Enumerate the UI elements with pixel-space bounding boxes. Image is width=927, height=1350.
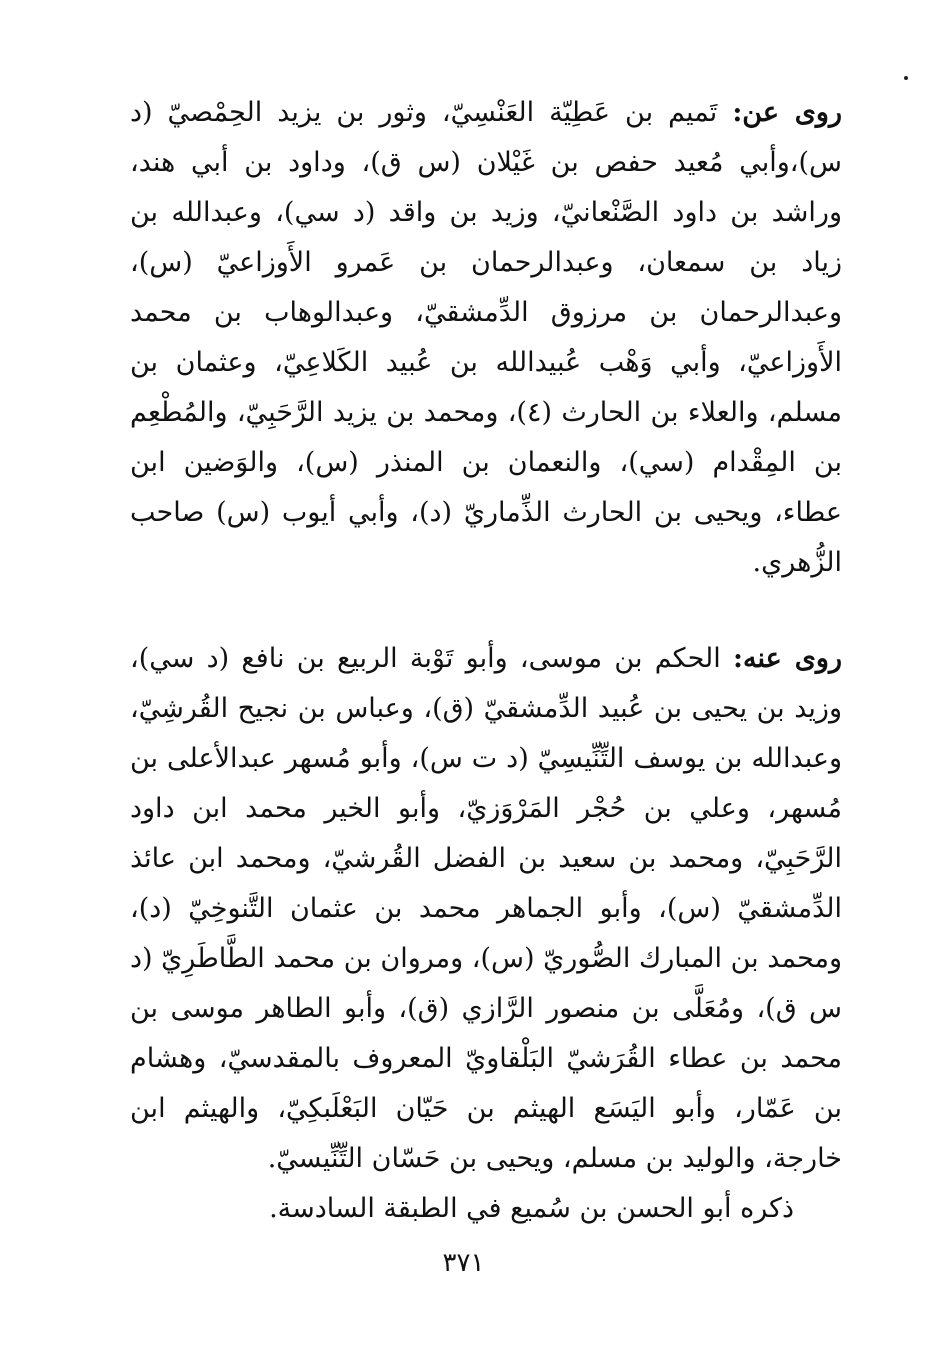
page-number: ٣٧١: [442, 1248, 485, 1278]
narrated-by-text: الحكم بن موسى، وأبو تَوْبة الربيع بن نافع (د سي)، وزيد بن يحيى بن عُبيد الدِّمشقيّ (ق)، وعباس بن نجيح القُرشِيّ، وعبدالله بن يوسف التِّنِّيسِيّ (د ت س)، وأبو مُسهر عبدالأعلى بن مُسهر، وعلي بن حُجْر المَرْوَزيّ، وأبو الخير محمد ابن داود الرَّحَبِيّ، ومحمد بن سعيد بن الفضل القُرشيّ، ومحمد ابن عائذ الدِّمشقيّ (س)، وأبو الجماهر محمد بن عثمان التَّنوخِيّ (د)، ومحمد بن المبارك الصُّوريّ (س)، ومروان بن محمد الطَّاطَرِيّ (د س ق)، ومُعَلَّى بن منصور الرَّازي (ق)، وأبو الطاهر موسى بن محمد بن عطاء القُرَشيّ البَلْقاويّ المعروف بالمقدسيّ، وهشام بن عَمّار، وأبو اليَسَع الهيثم بن حَيّان البَعْلَبكِيّ، والهيثم ابن خارجة، والوليد بن مسلم، ويحيى بن حَسّان التِّنِّيسيّ.: [130, 643, 842, 1174]
narrated-from-text: تَميم بن عَطِيّة العَنْسِيّ، وثور بن يزيد الحِمْصيّ (د س)،وأبي مُعيد حفص بن غَيْلان (س ق)، وداود بن أبي هند، وراشد بن داود الصَّنْعانيّ، وزيد بن واقد (د سي)، وعبدالله بن زياد بن سمعان، وعبدالرحمان بن عَمرو الأَوزاعيّ (س)، وعبدالرحمان بن مرزوق الدِّمشقيّ، وعبدالوهاب بن محمد الأَوزاعيّ، وأبي وَهْب عُبيدالله بن عُبيد الكَلاعِيّ، وعثمان بن مسلم، والعلاء بن الحارث (٤)، ومحمد بن يزيد الرَّحَبِيّ، والمُطْعِم بن المِقْدام (سي)، والنعمان بن المنذر (س)، والوَضين ابن عطاء، ويحيى بن الحارث الذِّماريّ (د)، وأبي أيوب (س) صاحب الزُّهري.: [130, 97, 842, 578]
closing-sentence: ذكره أبو الحسن بن سُميع في الطبقة السادسة.: [269, 1193, 794, 1224]
ink-speck: [904, 76, 908, 80]
paragraph-gap: [130, 588, 842, 634]
page-body: [130, 88, 842, 1234]
narrated-by-label: روى عنه:: [733, 643, 843, 674]
narrated-by-paragraph: [130, 634, 842, 1184]
narrated-from-paragraph: [130, 88, 842, 588]
narrated-from-label: روى عن:: [732, 97, 842, 128]
